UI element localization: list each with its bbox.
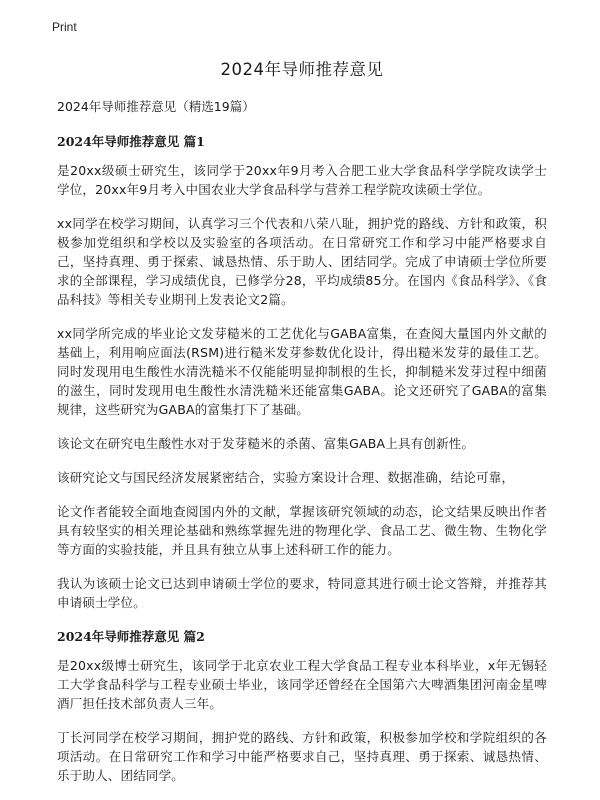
paragraph: 该论文在研究电生酸性水对于发芽糙米的杀菌、富集GABA上具有创新性。 <box>57 436 475 451</box>
document-subtitle: 2024年导师推荐意见（精选19篇） <box>57 99 255 114</box>
paragraph: 是20xx级博士研究生，该同学于北京农业工程大学食品工程专业本科毕业，x年无锡轻工大学食品科学与工程专业硕士毕业，该同学还曾经在全国第六大啤酒集团河南金星啤酒厂担任技术部负责人三年。 <box>57 658 547 711</box>
paragraph: 丁长河同学在校学习期间，拥护党的路线、方针和政策，积极参加学校和学院组织的各项活动。在日常研究工作和学习中能严格要求自己，坚持真理、勇于探索、诚恳热情、乐于助人、团结同学。 <box>57 730 547 783</box>
document-title: 2024年导师推荐意见 <box>220 60 384 79</box>
paragraph: xx同学在校学习期间，认真学习三个代表和八荣八耻，拥护党的路线、方针和政策，积极参加党组织和学校以及实验室的各项活动。在日常研究工作和学习中能严格要求自己，坚持真理、勇于探索、诚恳热情、乐于助人、团结同学。完成了申请硕士学位所要求的全部课程，学习成绩优良，已修学分28，平均成绩85分。在国内《食品科学》、《食品科技》等相关专业期刊上发表论文2篇。 <box>57 216 548 307</box>
paragraph: 该研究论文与国民经济发展紧密结合，实验方案设计合理、数据准确，结论可靠， <box>57 470 515 485</box>
section-heading: 2024年导师推荐意见 篇2 <box>57 629 205 644</box>
document-page <box>57 56 547 800</box>
paragraph: 论文作者能较全面地查阅国内外的文献，掌握该研究领域的动态，论文结果反映出作者具有较坚实的相关理论基础和熟练掌握先进的物理化学、食品工艺、微生物、生物化学等方面的实验技能，并且具有独立从事上述科研工作的能力。 <box>57 504 547 557</box>
section-1 <box>57 132 547 612</box>
section-heading: 2024年导师推荐意见 篇1 <box>57 134 205 149</box>
print-link[interactable]: Print <box>52 20 77 34</box>
paragraph: 是20xx级硕士研究生，该同学于20xx年9月考入合肥工业大学食品科学学院攻读学士学位，20xx年9月考入中国农业大学食品科学与营养工程学院攻读硕士学位。 <box>57 163 547 197</box>
paragraph: xx同学所完成的毕业论文发芽糙米的工艺优化与GABA富集，在查阅大量国内外文献的基础上，利用响应面法(RSM)进行糙米发芽参数优化设计，得出糙米发芽的最佳工艺。同时发现用电生酸性水清洗糙米不仅能能明显抑制根的生长，抑制糙米发芽过程中细菌的滋生，同时发现用电生酸性水清洗糙米还能富集GABA。论文还研究了GABA的富集规律，这些研究为GABA的富集打下了基础。 <box>57 326 547 417</box>
section-2 <box>57 627 547 785</box>
paragraph: 我认为该硕士论文已达到申请硕士学位的要求，特同意其进行硕士论文答辩，并推荐其申请硕士学位。 <box>57 576 547 610</box>
